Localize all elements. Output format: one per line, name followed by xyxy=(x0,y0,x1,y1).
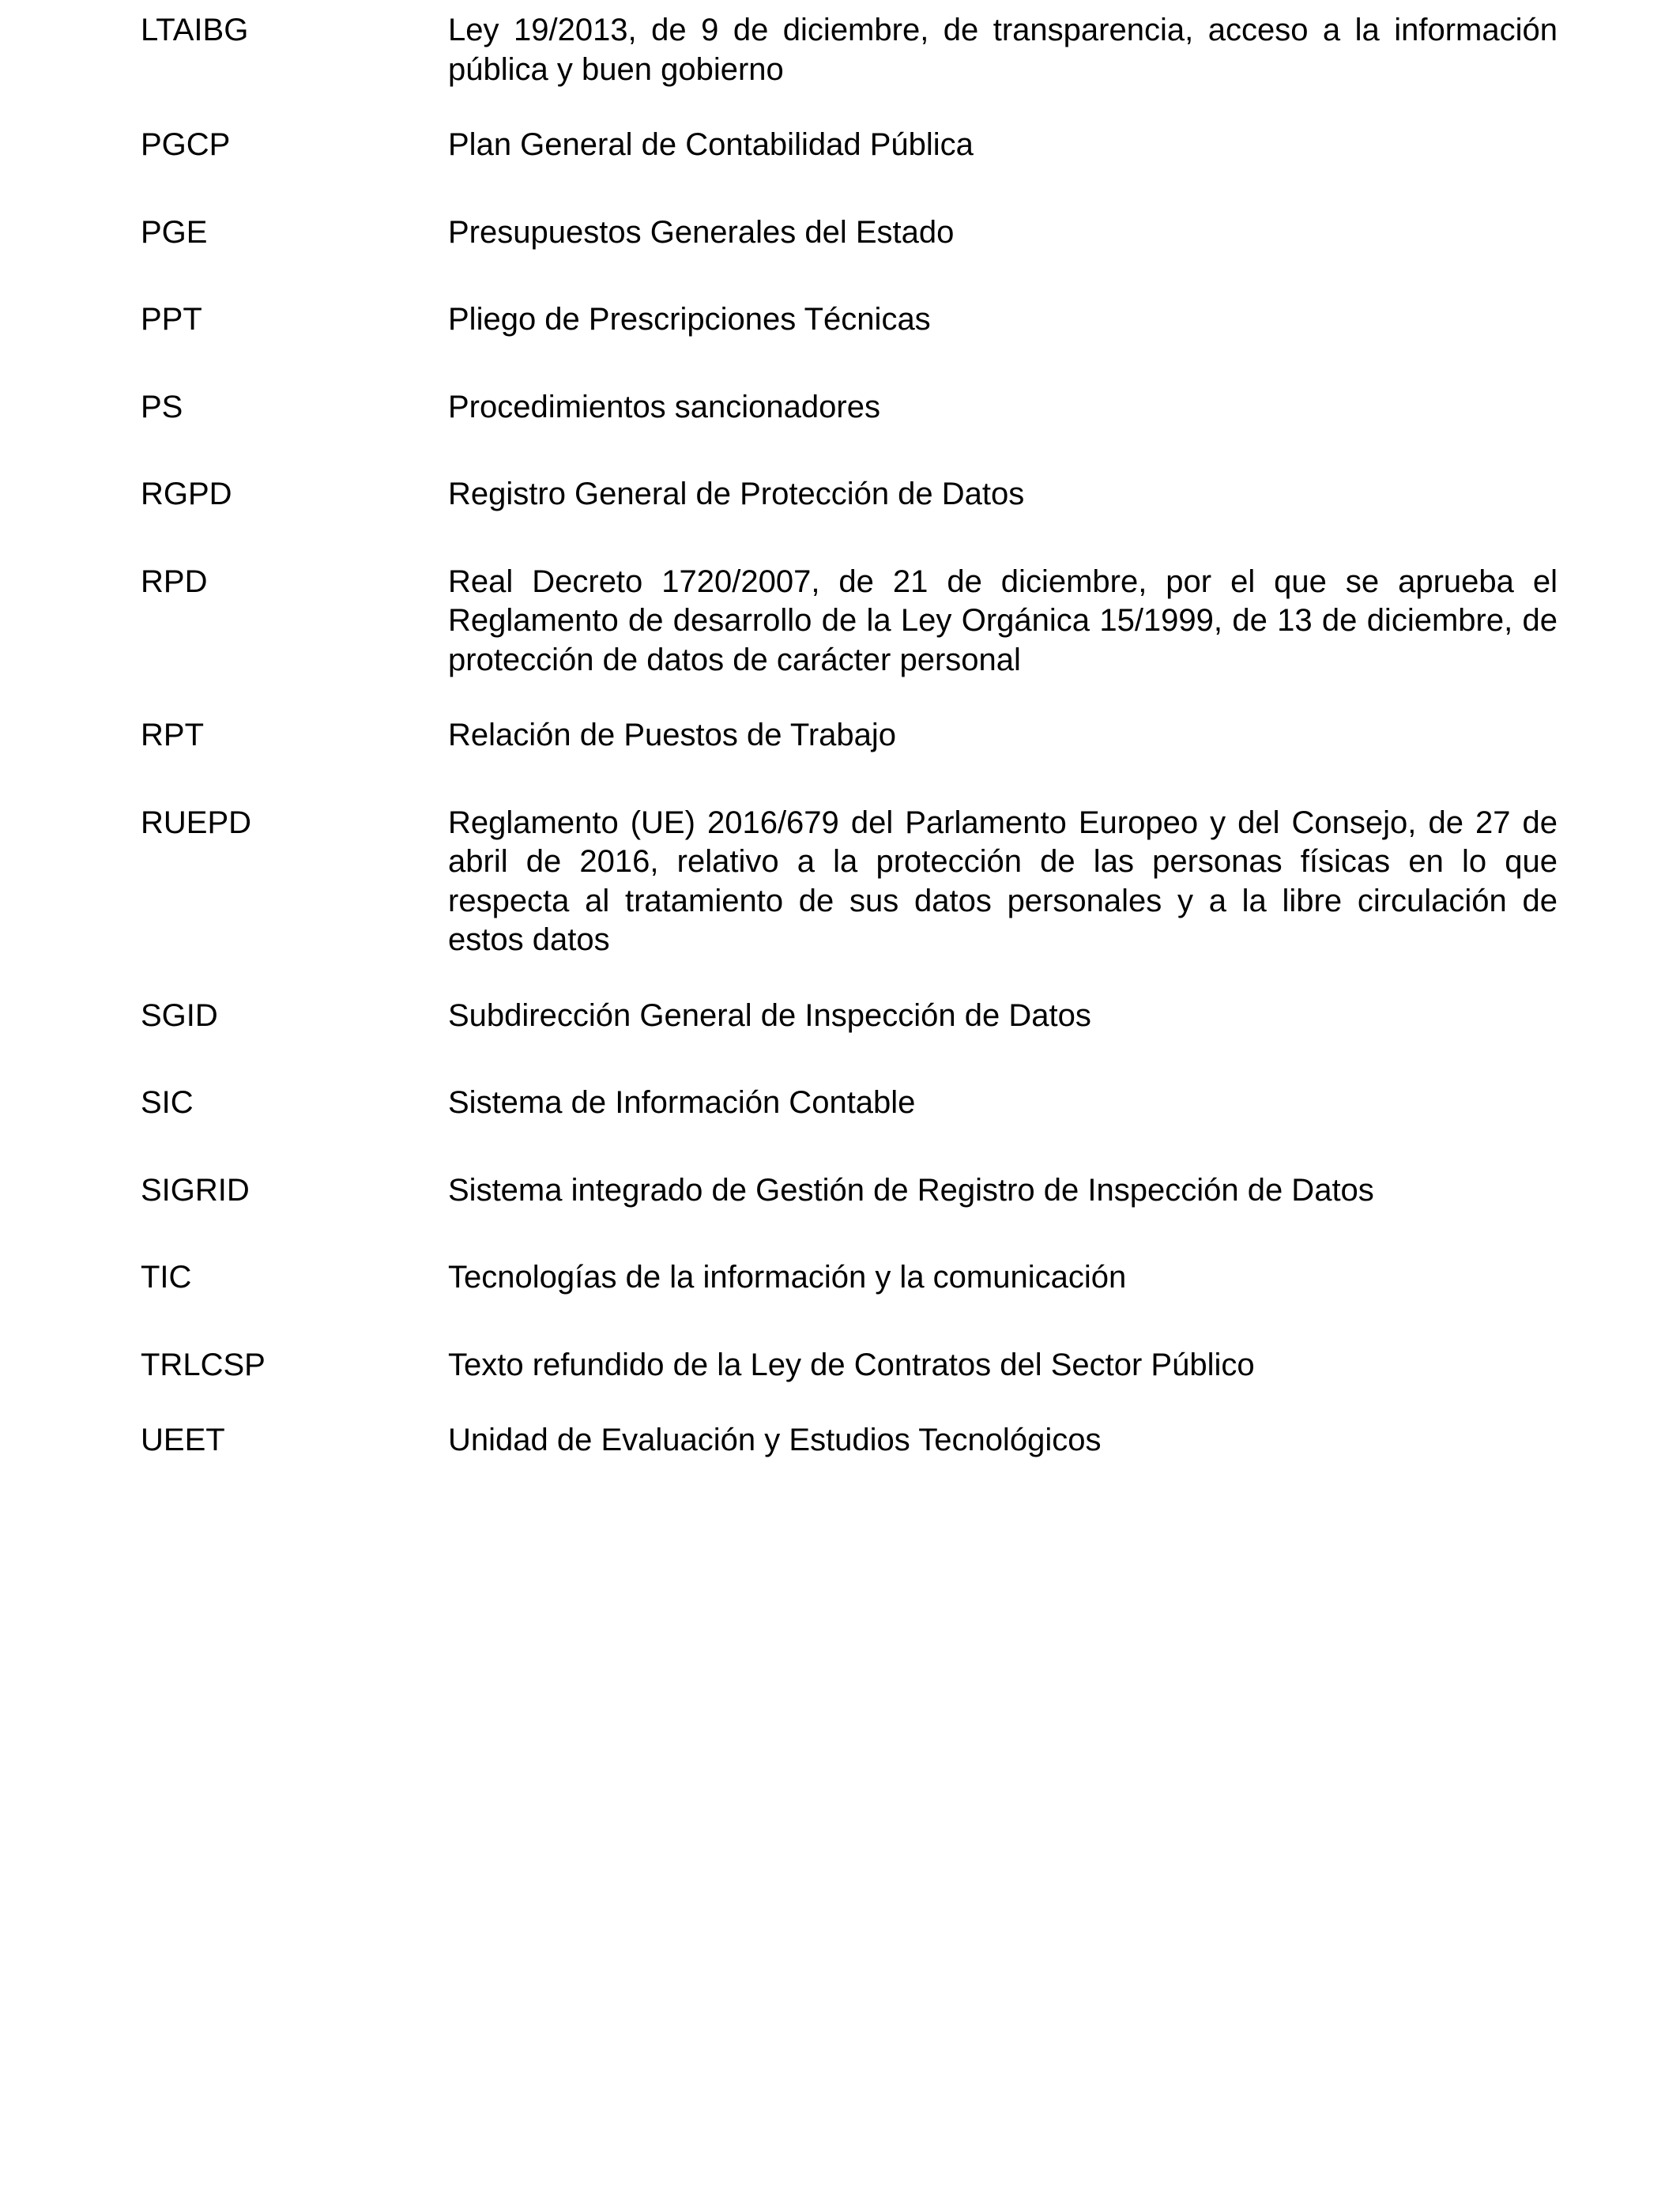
abbreviation: SIGRID xyxy=(141,1172,250,1208)
abbreviation: UEET xyxy=(141,1423,225,1457)
abbreviation: SGID xyxy=(141,997,218,1033)
definition: Tecnologías de la información y la comunicación xyxy=(448,1260,1127,1295)
definition: Reglamento (UE) 2016/679 del Parlamento Europeo y del Consejo, de 27 de abril de 2016, relativo a la protección de las personas físicas en lo que respecta al tratamiento de sus datos personales y a la libre circulación de estos datos xyxy=(448,805,1558,957)
abbreviation-entry-pgcp xyxy=(141,126,1558,165)
abbreviation: LTAIBG xyxy=(141,13,249,47)
definition: Unidad de Evaluación y Estudios Tecnológicos xyxy=(448,1423,1102,1457)
abbreviations-list xyxy=(141,11,1558,1461)
abbreviation-entry-trlcsp xyxy=(141,1346,1558,1385)
abbreviation: PS xyxy=(141,389,183,424)
abbreviation-entry-sigrid xyxy=(141,1171,1558,1211)
abbreviation-entry-rgpd xyxy=(141,475,1558,515)
abbreviation: PGE xyxy=(141,214,208,250)
abbreviation-entry-sgid xyxy=(141,997,1558,1036)
definition: Relación de Puestos de Trabajo xyxy=(448,718,897,752)
abbreviation: RPD xyxy=(141,564,208,599)
abbreviation-entry-ueet xyxy=(141,1421,1558,1461)
abbreviation-entry-sic xyxy=(141,1084,1558,1123)
abbreviation: SIC xyxy=(141,1085,194,1120)
abbreviation-entry-rpt xyxy=(141,716,1558,756)
definition: Sistema integrado de Gestión de Registro de Inspección de Datos xyxy=(448,1172,1374,1208)
abbreviation-entry-ps xyxy=(141,388,1558,428)
abbreviation: TIC xyxy=(141,1260,192,1295)
definition: Procedimientos sancionadores xyxy=(448,389,880,424)
abbreviation-entry-ppt xyxy=(141,300,1558,340)
definition: Pliego de Prescripciones Técnicas xyxy=(448,302,931,337)
abbreviation: PGCP xyxy=(141,127,231,162)
definition: Real Decreto 1720/2007, de 21 de diciembre, por el que se aprueba el Reglamento de desarrollo de la Ley Orgánica 15/1999, de 13 de diciembre, de protección de datos de carácter personal xyxy=(448,564,1558,677)
definition: Ley 19/2013, de 9 de diciembre, de transparencia, acceso a la información pública y buen gobierno xyxy=(448,13,1558,87)
abbreviation: RUEPD xyxy=(141,805,252,840)
abbreviation: RGPD xyxy=(141,477,232,511)
abbreviation: PPT xyxy=(141,302,202,337)
abbreviation: RPT xyxy=(141,718,204,752)
definition: Subdirección General de Inspección de Datos xyxy=(448,997,1091,1033)
definition: Texto refundido de la Ley de Contratos del Sector Público xyxy=(448,1347,1255,1382)
abbreviation-entry-rpd xyxy=(141,563,1558,680)
abbreviation: TRLCSP xyxy=(141,1347,266,1382)
abbreviation-entry-ltaibg xyxy=(141,11,1558,89)
abbreviation-entry-tic xyxy=(141,1258,1558,1298)
definition: Sistema de Información Contable xyxy=(448,1085,916,1120)
definition: Plan General de Contabilidad Pública xyxy=(448,127,974,162)
definition: Presupuestos Generales del Estado xyxy=(448,214,955,250)
definition: Registro General de Protección de Datos xyxy=(448,477,1025,511)
abbreviation-entry-pge xyxy=(141,213,1558,253)
abbreviation-entry-ruepd xyxy=(141,804,1558,960)
